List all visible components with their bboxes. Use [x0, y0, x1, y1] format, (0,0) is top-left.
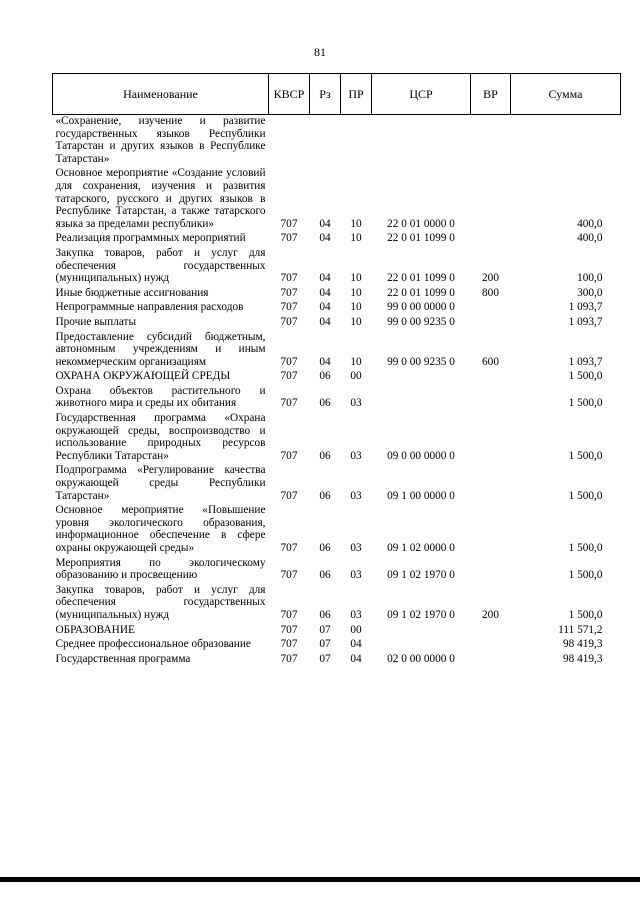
row-pr: 10	[350, 232, 362, 245]
header-name: Наименование	[53, 74, 269, 115]
row-vr	[471, 370, 511, 385]
row-csr: 22 0 01 1099 0	[387, 232, 455, 245]
row-sum: 300,0	[577, 286, 603, 299]
row-kvsr: 707	[280, 232, 298, 245]
row-rz: 04	[319, 272, 331, 285]
row-sum: 400,0	[577, 217, 603, 230]
row-vr	[471, 653, 511, 668]
row-name: Предоставление субсидий бюджетным, автономным учреждениям и иным некоммерческим организациям	[55, 330, 266, 368]
row-pr: 10	[350, 315, 362, 328]
row-pr: 00	[350, 370, 362, 383]
row-name: Охрана объектов растительного и животного мира и среды их обитания	[55, 384, 266, 410]
row-kvsr: 707	[280, 638, 298, 651]
table-row	[53, 331, 621, 371]
row-name: Подпрограмма «Регулирование качества окружающей среды Республики Татарстан»	[55, 464, 266, 502]
row-kvsr: 707	[280, 397, 298, 410]
row-kvsr: 707	[280, 608, 298, 621]
row-sum: 400,0	[577, 232, 603, 245]
header-pr: ПР	[341, 74, 372, 115]
table-row	[53, 115, 621, 168]
row-name: Государственная программа «Охрана окружающей среды, воспроизводство и использование природных ресурсов Республики Татарстан»	[55, 412, 266, 462]
table-row	[53, 167, 621, 232]
row-rz: 07	[319, 652, 331, 665]
row-rz: 04	[319, 232, 331, 245]
row-sum: 1 500,0	[568, 449, 603, 462]
row-vr	[471, 638, 511, 653]
table-row	[53, 232, 621, 247]
row-pr: 04	[350, 638, 362, 651]
row-vr: 800	[482, 286, 499, 299]
row-sum: 98 419,3	[562, 652, 603, 665]
row-kvsr: 707	[280, 355, 298, 368]
table-row	[53, 385, 621, 412]
row-csr: 02 0 00 0000 0	[387, 652, 455, 665]
row-pr: 10	[350, 355, 362, 368]
row-csr	[372, 370, 471, 385]
table-row	[53, 584, 621, 624]
row-sum: 111 571,2	[558, 623, 603, 636]
row-pr: 10	[350, 272, 362, 285]
row-name: Закупка товаров, работ и услуг для обеспечения государственных (муниципальных) нужд	[55, 246, 266, 285]
row-sum: 98 419,3	[562, 638, 603, 651]
row-kvsr: 707	[280, 449, 298, 462]
row-vr	[471, 232, 511, 247]
header-sum: Сумма	[511, 74, 621, 115]
table-row	[53, 370, 621, 385]
row-vr: 600	[482, 355, 499, 368]
row-vr: 200	[482, 608, 499, 621]
row-csr: 09 0 00 0000 0	[387, 449, 455, 462]
row-rz: 06	[319, 608, 331, 621]
row-name: Среднее профессиональное образование	[55, 638, 251, 651]
row-sum: 1 500,0	[568, 397, 603, 410]
row-pr: 03	[350, 608, 362, 621]
row-pr: 03	[350, 489, 362, 502]
row-csr: 99 0 00 9235 0	[387, 355, 455, 368]
header-kvsr: КВСР	[269, 74, 310, 115]
row-sum	[511, 115, 621, 168]
row-rz: 04	[319, 355, 331, 368]
row-sum: 1 500,0	[568, 370, 603, 383]
row-rz: 06	[319, 569, 331, 582]
row-sum: 1 500,0	[568, 608, 603, 621]
row-kvsr: 707	[280, 489, 298, 502]
table-row	[53, 557, 621, 584]
row-kvsr: 707	[280, 272, 298, 285]
row-sum: 1 500,0	[568, 569, 603, 582]
row-vr	[471, 412, 511, 464]
table-row	[53, 464, 621, 504]
row-rz: 07	[319, 623, 331, 636]
table-row	[53, 412, 621, 464]
row-kvsr: 707	[280, 652, 298, 665]
row-rz: 06	[319, 370, 331, 383]
row-name: Государственная программа	[55, 652, 191, 665]
row-kvsr: 707	[280, 623, 298, 636]
row-csr	[372, 115, 471, 168]
row-csr: 09 1 02 0000 0	[387, 542, 455, 554]
row-sum: 1 500,0	[568, 542, 603, 554]
table-row	[53, 504, 621, 556]
row-rz: 07	[319, 638, 331, 651]
table-row	[53, 287, 621, 302]
row-rz: 04	[319, 217, 331, 230]
page-number: 81	[314, 45, 326, 59]
row-csr: 99 0 00 0000 0	[387, 301, 455, 314]
header-csr: ЦСР	[372, 74, 471, 115]
row-pr	[341, 115, 372, 168]
row-pr: 10	[350, 301, 362, 314]
row-name: ОХРАНА ОКРУЖАЮЩЕЙ СРЕДЫ	[55, 370, 231, 383]
row-csr: 09 1 00 0000 0	[387, 489, 455, 502]
row-csr: 09 1 02 1970 0	[387, 569, 455, 582]
row-rz: 04	[319, 286, 331, 299]
row-pr: 10	[350, 286, 362, 299]
row-name: ОБРАЗОВАНИЕ	[55, 623, 135, 636]
row-rz: 04	[319, 301, 331, 314]
table-header-row	[53, 74, 621, 115]
row-csr: 22 0 01 1099 0	[387, 272, 455, 285]
scan-bottom-edge	[0, 877, 640, 882]
header-rz: Рз	[310, 74, 341, 115]
row-csr: 22 0 01 1099 0	[387, 286, 455, 299]
row-vr	[471, 115, 511, 168]
row-name: Иные бюджетные ассигнования	[55, 286, 209, 299]
row-kvsr: 707	[280, 542, 298, 554]
row-pr: 10	[350, 217, 362, 230]
row-kvsr: 707	[280, 286, 298, 299]
row-kvsr: 707	[280, 301, 298, 314]
row-sum: 1 093,7	[568, 301, 603, 314]
row-rz: 06	[319, 489, 331, 502]
row-vr	[471, 557, 511, 584]
row-vr	[471, 464, 511, 504]
row-sum: 1 500,0	[568, 489, 603, 502]
row-rz: 06	[319, 449, 331, 462]
row-vr	[471, 301, 511, 316]
row-rz: 06	[319, 542, 331, 554]
row-name: Закупка товаров, работ и услуг для обеспечения государственных (муниципальных) нужд	[55, 583, 266, 621]
row-vr	[471, 167, 511, 232]
row-rz: 06	[319, 397, 331, 410]
row-kvsr: 707	[280, 315, 298, 328]
table-row	[53, 638, 621, 653]
row-csr: 22 0 01 0000 0	[387, 217, 455, 230]
table-row	[53, 624, 621, 639]
budget-table	[52, 73, 621, 667]
row-rz	[310, 115, 341, 168]
row-name: Основное мероприятие «Повышение уровня экологического образования, информационное обеспечение в сфере охраны окружающей среды»	[55, 504, 266, 554]
row-name: Непрограммные направления расходов	[55, 301, 244, 314]
row-rz: 04	[319, 315, 331, 328]
table-row	[53, 316, 621, 331]
row-kvsr: 707	[280, 569, 298, 582]
row-name: «Сохранение, изучение и развитие государственных языков Республики Татарстан и других языков в Республике Татарстан»	[55, 115, 266, 165]
row-vr	[471, 316, 511, 331]
row-name: Реализация программных мероприятий	[55, 232, 246, 245]
row-name: Мероприятия по экологическому образованию и просвещению	[55, 556, 266, 582]
row-csr	[372, 624, 471, 639]
row-vr	[471, 504, 511, 556]
row-sum: 1 093,7	[568, 355, 603, 368]
row-kvsr: 707	[280, 370, 298, 383]
row-pr: 04	[350, 652, 362, 665]
row-kvsr: 707	[280, 217, 298, 230]
row-vr	[471, 624, 511, 639]
row-csr	[372, 638, 471, 653]
row-sum: 1 093,7	[568, 315, 603, 328]
row-name: Основное мероприятие «Создание условий для сохранения, изучения и развития татарского, русского и других языков в Республике Татарстан, а также татарского языка за пределами республики»	[55, 167, 266, 230]
table-row	[53, 301, 621, 316]
row-name: Прочие выплаты	[55, 315, 137, 328]
row-pr: 00	[350, 623, 362, 636]
row-pr: 03	[350, 542, 362, 554]
header-vr: ВР	[471, 74, 511, 115]
row-pr: 03	[350, 569, 362, 582]
table-row	[53, 653, 621, 668]
row-sum: 100,0	[577, 272, 603, 285]
row-csr	[372, 385, 471, 412]
table-row	[53, 247, 621, 287]
row-pr: 03	[350, 397, 362, 410]
row-pr: 03	[350, 449, 362, 462]
row-csr: 99 0 00 9235 0	[387, 315, 455, 328]
row-kvsr	[269, 115, 310, 168]
row-vr	[471, 385, 511, 412]
row-csr: 09 1 02 1970 0	[387, 608, 455, 621]
row-vr: 200	[482, 272, 499, 285]
